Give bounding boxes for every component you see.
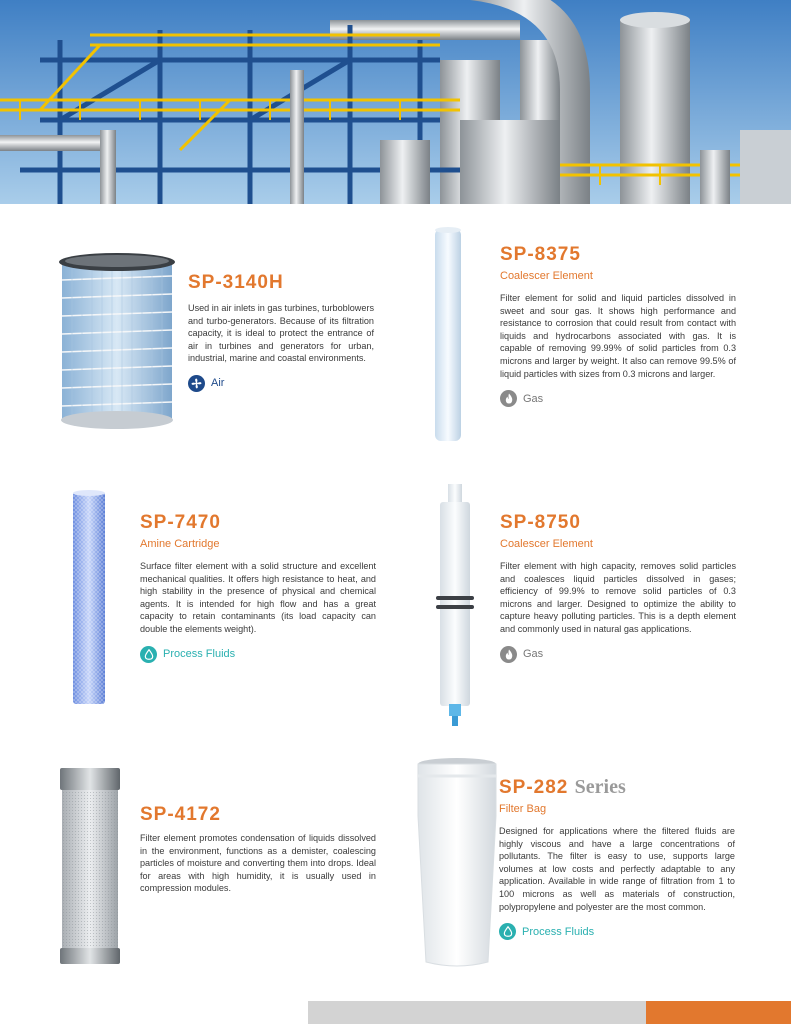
product-subtitle: Amine Cartridge <box>140 538 220 550</box>
droplet-icon <box>499 923 516 940</box>
product-subtitle: Filter Bag <box>499 803 547 815</box>
product-sp-282-series <box>499 776 735 940</box>
process-fluids-tag <box>499 923 735 940</box>
product-sp-4172 <box>140 804 376 895</box>
sp-7470-amine-cartridge-image <box>70 488 108 708</box>
product-code: SP-4172 <box>140 804 221 825</box>
hero-industrial-plant-image <box>0 0 791 204</box>
product-description: Used in air inlets in gas turbines, turboblowers and turbo-generators. Because of its filtration capacity, it is ideal to protect the entrance of air in turbines and generators for urban, industrial, marine and coastal environments. <box>188 303 375 364</box>
tag-label: Gas <box>523 392 544 405</box>
product-subtitle: Coalescer Element <box>500 538 593 550</box>
sp-8750-coalescer-image <box>430 484 480 728</box>
product-sp-8375 <box>500 244 736 407</box>
tag-label: Process Fluids <box>522 925 595 938</box>
product-code: SP-3140H <box>188 272 284 293</box>
product-description: Filter element for solid and liquid particles dissolved in sweet and sour gas. It shows high performance and resistance to corrosion that could result from contact with liquids and hydrocarbons associated with gas. It is capable of removing 99.99% of solid particles from 0.3 microns and larger by weight. It also can remove 99.5% of liquid particles with sizes from 0.3 microns and larger. <box>500 293 736 379</box>
footer-orange-bar <box>646 1001 791 1024</box>
flame-icon <box>500 646 517 663</box>
product-code: SP-8750 <box>500 512 581 533</box>
process-fluids-tag <box>140 646 376 663</box>
product-description: Filter element promotes condensation of liquids dissolved in the environment, functions as a demister, coalescing particles of moisture and converting them into drops. Ideal for areas with high humidity, it is usually used in compression modules. <box>140 833 376 894</box>
sp-4172-demister-image <box>56 764 124 968</box>
air-tag <box>188 375 374 392</box>
footer-grey-bar <box>308 1001 646 1024</box>
fan-icon <box>188 375 205 392</box>
product-description: Surface filter element with a solid structure and excellent mechanical qualities. It offers high resistance to heat, and high stability in the presence of physical and chemical agents. It is intended for high flow and has a great capacity to retain contaminants (its load capacity can double the elements weight). <box>140 561 376 634</box>
product-code: SP-8375 <box>500 244 581 265</box>
tag-label: Air <box>211 377 225 390</box>
product-description: Filter element with high capacity, removes solid particles and coalesces liquid particles dissolved in gases; efficiency of 99.9% to remove solid particles of 0.3 microns and larger. Designed to optimize the ability to capture heavy polluting particles. This is a depth element and commonly used in natural gas applications. <box>500 561 736 634</box>
droplet-icon <box>140 646 157 663</box>
gas-tag <box>500 390 736 407</box>
product-sp-3140h <box>188 272 374 392</box>
product-sp-8750 <box>500 512 736 663</box>
product-subtitle: Coalescer Element <box>500 270 593 282</box>
sp-8375-coalescer-image <box>433 225 463 445</box>
gas-tag <box>500 646 736 663</box>
tag-label: Gas <box>523 648 544 661</box>
product-code-main: SP-282 <box>499 777 569 798</box>
product-code-suffix: Series <box>574 776 626 798</box>
product-description: Designed for applications where the filtered fluids are highly viscous and have a large concentrations of pollutants. The filter is easy to use, supports large volumes at low costs and perfectly adaptable to any application. Available in wide range of filtration from 1 to 100 microns as well as materials of construction, polypropylene and polyester are the most common. <box>499 826 735 912</box>
product-code: SP-7470 <box>140 512 221 533</box>
sp-3140h-air-filter-image <box>56 250 178 432</box>
tag-label: Process Fluids <box>163 648 236 661</box>
flame-icon <box>500 390 517 407</box>
product-sp-7470 <box>140 512 376 663</box>
sp-282-filter-bag-image <box>416 756 498 972</box>
product-code <box>499 776 735 799</box>
